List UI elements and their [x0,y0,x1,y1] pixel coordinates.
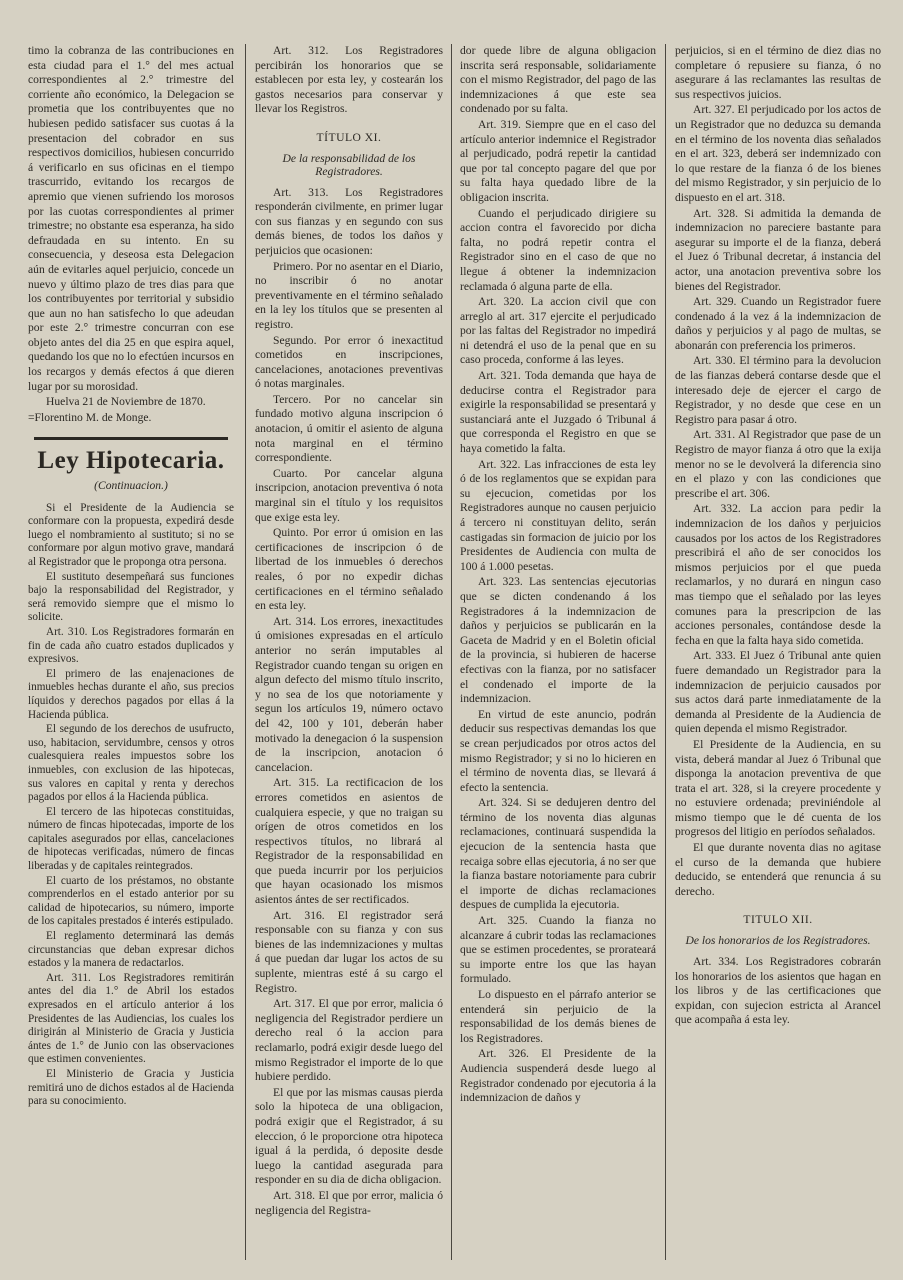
article-paragraph: Art. 334. Los Registradores cobrarán los honorarios de los asientos que hagan en los libros y de las certificaciones que expidan, con sujecion estricta al Arancel que acompaña á esta ley. [675,955,881,1027]
article-paragraph: perjuicios, si en el término de diez dias no completare ó repusiere su fianza, ó no asegurare á las reclamantes las resultas de sus respectivos juicios. [675,44,881,101]
article-paragraph: Art. 319. Siempre que en el caso del artículo anterior indemnice el Registrador al perjudicado, podrá repetir la cantidad que por tal concepto pagare del que por su falta haya quedado libre de la obligacion inscrita. [460,117,656,204]
article-paragraph: Art. 323. Las sentencias ejecutorias que se dicten condenando á los Registradores á la indemnizacion de daños y perjuicios se publicarán en la Gaceta de Madrid y en el Boletin oficial de la provincia, si hubieren de hacerse efectivas con la fianza, por no satisfacer el condenado el importe de la indemnizacion. [460,575,656,706]
article-paragraph: Primero. Por no asentar en el Diario, no inscribir ó no anotar preventivamente en el término señalado en la ley los títulos que se presenten al registro. [255,259,443,331]
titulo-heading: TITULO XII. [743,913,813,927]
article-paragraph: Art. 329. Cuando un Registrador fuere condenado á la vez á la indemnizacion de daños y perjuicios y al pago de multas, se abonarán con preferencia los primeros. [675,295,881,352]
column-2 [255,44,443,1260]
article-paragraph: El Presidente de la Audiencia, en su vista, deberá mandar al Juez ó Tribunal que disponga la anotacion preventiva de que trata el art. 328, si la creyere procedente y no estuviere ordenada; previniéndole al mismo tiempo que le dé cuenta de los progresos del litigio en períodos señalados. [675,737,881,839]
column-rule [665,44,666,1260]
article-paragraph: Art. 313. Los Registradores responderán civilmente, en primer lugar con sus fianzas y en segundo con sus demás bienes, de todos los daños y perjuicios que ocasionen: [255,185,443,257]
article-paragraph: El primero de las enajenaciones de inmuebles hechas durante el año, sus precios líquidos y derechos pagados por ellas á la Hacienda pública. [28,667,234,721]
article-paragraph: Art. 310. Los Registradores formarán en fin de cada año cuatro estados duplicados y expresivos. [28,625,234,666]
article-paragraph: El Ministerio de Gracia y Justicia remitirá uno de dichos estados al de Hacienda para su conocimiento. [28,1067,234,1108]
article-paragraph: El segundo de los derechos de usufructo, uso, habitacion, servidumbre, censos y otros cualesquiera reales impuestos sobre los inmuebles, con exclusion de las hipotecas, sus valores en capital y renta y derechos pagados por ellos á la Hacienda pública. [28,723,234,804]
article-paragraph: Art. 320. La accion civil que con arreglo al art. 317 ejercite el perjudicado por las faltas del Registrador no impedirá ni detendrá el uso de la penal que en su caso proceda, conforme á las leyes. [460,295,656,367]
article-paragraph: Art. 332. La accion para pedir la indemnizacion de los daños y perjuicios causados por los actos de los Registradores prescribirá el año de ser conocidos los mismos perjuicios por el que pueda reclamarlos, y no durará en ningun caso mas tiempo que el señalado por las leyes comunes para la prescripcion de las acciones personales, contándose desde la fecha en que la falta haya sido cometida. [675,502,881,647]
article-paragraph: Lo dispuesto en el párrafo anterior se entenderá sin perjuicio de la responsabilidad de los demás bienes de los Registradores. [460,988,656,1045]
column-4 [675,44,881,1260]
column-1 [28,44,234,1260]
continuation-note: (Continuacion.) [94,479,168,493]
article-paragraph: Art. 327. El perjudicado por los actos de un Registrador que no deduzca su demanda en el término de los noventa dias señalados en el art. 323, deberá ser indemnizado con lo que restare de la fianza ó de los bienes del mismo Registrador, y sin perjuicio de lo dispuesto en el art. 318. [675,103,881,204]
notice-place-date: Huelva 21 de Noviembre de 1870. [46,395,206,409]
article-paragraph: Art. 326. El Presidente de la Audiencia suspenderá desde luego al Registrador condenado por ejecutoria á la indemnizacion de daños y [460,1047,656,1105]
article-paragraph: El tercero de las hipotecas constituidas, número de fincas hipotecadas, importe de los capitales asegurados por ellas, cancelaciones de hipotecas verificadas, número de fincas liberadas y de capitales reintegrados. [28,805,234,873]
notice-paragraph: timo la cobranza de las contribuciones en esta ciudad para el 1.° del mes actual correspondientes al 2.° trimestre del corriente año económico, la Delegacion se prometia que los contribuyentes que no hubiesen pedido satisfacer sus cuotas á la presentacion del cobrador en sus respectivos domicilios, hubiesen concurrido á verificarlo en sus oficinas en el tiempo trascurrido, evitando los recargos de apremio que vienen sufriendo los morosos por las cuotas correspondientes al primer trimestre; no obstante esa esperanza, ha sido defraudada en su intento. En su consecuencia, y deseosa esta Delegacion aún de evitarles aquel perjuicio, concede un nuevo y último plazo de tres dias para que los contribuyentes por territorial y subsidio que aun no han satisfecho lo que adeudan por este 2.° trimestre concurran con ese objeto antes del dia 25 en que espira aquel, quedando los que no lo efectúen incursos en los recargos y demás efectos á que dieren lugar por su morosidad. [28,44,234,393]
article-paragraph: Art. 312. Los Registradores percibirán los honorarios que se establecen por esta ley, y costearán los gastos necesarios para conservar y llevar los Registros. [255,44,443,116]
article-paragraph: Art. 315. La rectificacion de los errores cometidos en asientos de cualquiera especie, y que no traigan su orígen de otros cometidos en los respectivos títulos, no librará al Registrador de la responsabilidad en que pueda incurrir por los perjuicios que hayan ocasionado los mismos asientos ántes de ser rectificados. [255,776,443,907]
article-paragraph: Art. 328. Si admitida la demanda de indemnizacion no pareciere bastante para asegurar su importe el de la fianza, deberá el Juez ó Tribunal decretar, á instancia del actor, una anotacion preventiva sobre los bienes del Registrador. [675,206,881,293]
article-paragraph: Cuando el perjudicado dirigiere su accion contra el favorecido por dicha falta, no podrá repetir contra el Registrador sino en el caso de que no llegue á obtener la indemnizacion reclamada ó alguna parte de ella. [460,206,656,293]
article-paragraph: Si el Presidente de la Audiencia se conformare con la propuesta, expedirá desde luego el nombramiento al sustituto; si no se conformare por algun motivo grave, mandará al Registrador que le proponga otra persona. [28,501,234,568]
article-paragraph: Art. 318. El que por error, malicia ó negligencia del Registra- [255,1188,443,1217]
article-paragraph: Tercero. Por no cancelar sin fundado motivo alguna inscripcion ó anotacion, ú omitir el asiento de alguna nota marginal en el término correspondiente. [255,392,443,465]
article-paragraph: El que durante noventa dias no agitase el curso de la demanda que hubiere deducido, se entenderá que renuncia á su derecho. [675,841,881,898]
article-paragraph: El sustituto desempeñará sus funciones bajo la responsabilidad del Registrador, y será removido siempre que el mismo lo solicite. [28,570,234,624]
article-paragraph: Art. 325. Cuando la fianza no alcanzare á cubrir todas las reclamaciones que se estimen procedentes, se prorateará su importe entre los que las hayan formulado. [460,914,656,986]
article-paragraph: Art. 316. El registrador será responsable con su fianza y con sus bienes de las indemnizaciones y multas á que puedan dar lugar los actos de su suplente, mientras esté á su cargo el Registro. [255,908,443,995]
titulo-subheading: De la responsabilidad de los Registradores. [282,151,416,178]
article-paragraph: Art. 322. Las infracciones de esta ley ó de los reglamentos que se expidan para su ejecucion, cometidas por los Registradores aunque no causen perjuicio á tercero ni constituyan delito, serán castigadas sin formacion de juicio por los Presidentes de Audiencia con multa de 100 á 1.000 pesetas. [460,457,656,573]
article-paragraph: Art. 311. Los Registradores remitirán antes del dia 1.° de Abril los estados expresados en el artículo anterior á los Presidentes de las Audiencias, los cuales los dirigirán al Ministerio de Gracia y Justicia ántes de 1.° de Junio con las observaciones que estimen convenientes. [28,971,234,1066]
article-paragraph: Segundo. Por error ó inexactitud cometidos en inscripciones, cancelaciones, anotaciones preventivas ó notas marginales. [255,333,443,391]
article-paragraph: Art. 317. El que por error, malicia ó negligencia del Registrador perdiere un derecho real ó la accion para reclamarlo, podrá exigir desde luego del mismo Registrador el importe de lo que hubiere perdido. [255,997,443,1084]
article-paragraph: El cuarto de los préstamos, no obstante comprenderlos en el estado anterior por su calidad de hipotecarios, su número, importe de los capitales prestados é interés estipulado. [28,874,234,928]
column-3 [460,44,656,1260]
titulo-heading: TÍTULO XI. [316,130,382,144]
article-paragraph: El que por las mismas causas pierda solo la hipoteca de una obligacion, podrá exigir que el Registrador, á su eleccion, ó le proporcione otra hipoteca igual á la perdida, ó deposite desde luego la cantidad asegurada para responder en su dia de dicha obligacion. [255,1085,443,1187]
article-paragraph: El reglamento determinará las demás circunstancias que deban expresar dichos estados y la manera de redactarlos. [28,930,234,970]
article-paragraph: Art. 333. El Juez ó Tribunal ante quien fuere demandado un Registrador para la indemnizacion de perjuicio causados por sus actos dará parte inmediatamente de la demanda al Presidente de la Audiencia de quien dependa el mismo Registrador. [675,649,881,736]
article-paragraph: Art. 321. Toda demanda que haya de deducirse contra el Registrador para exigirle la responsabilidad se presentará y sustanciará ante el Juzgado ó Tribunal á que corresponda el Registro en que se haya cometido la falta. [460,369,656,456]
section-title: Ley Hipotecaria. [37,447,225,475]
notice-signature: =Florentino M. de Monge. [28,410,152,424]
column-rule [451,44,452,1260]
article-paragraph: Art. 324. Si se dedujeren dentro del término de los noventa dias algunas reclamaciones, continuará suspendida la ejecucion de la sentencia hasta que recaiga sobre ellas ejecutoria, á no ser que la fianza bastare notoriamente para cubrir el importe de dichas reclamaciones despues de cumplida la ejecutoria. [460,796,656,912]
article-paragraph: Art. 330. El término para la devolucion de las fianzas deberá contarse desde que el interesado deje de ejercer el cargo de Registrador, y no desde que cese en un Registro para pasar á otro. [675,354,881,426]
column-rule [245,44,246,1260]
article-paragraph: Quinto. Por error ú omision en las certificaciones de inscripcion ó de libertad de los inmuebles ó derechos reales, ó por no expedir dichas certificaciones en el término señalado en esta ley. [255,526,443,613]
article-paragraph: Cuarto. Por cancelar alguna inscripcion, anotacion preventiva ó nota marginal sin el título y los requisitos que exige esta ley. [255,466,443,524]
law-text-col1 [28,502,234,1109]
article-paragraph: Art. 314. Los errores, inexactitudes ú omisiones expresadas en el artículo anterior no serán imputables al Registrador cuando tengan su origen en algun defecto del mismo título inscrito, y no sea de los que notoriamente y segun los artículos 19, número octavo del 42, 100 y 101, deberán haber motivado la denegacion ó la suspension de la inscripcion, anotacion ó cancelacion. [255,614,443,774]
article-paragraph: En virtud de este anuncio, podrán deducir sus respectivas demandas los que se crean perjudicados por otros actos del mismo Registrador; y si no lo hicieren en el término de noventa dias, se llevará á efecto la sentencia. [460,707,656,794]
article-paragraph: Art. 331. Al Registrador que pase de un Registro de mayor fianza á otro que la exija menor no se le devolverá la diferencia sino en el plazo y con las condiciones que prescribe el art. 306. [675,428,881,500]
article-paragraph: dor quede libre de alguna obligacion inscrita será responsable, solidariamente con el mismo Registrador, del pago de las indemnizaciones á que este sea condenado por su falta. [460,44,656,116]
titulo-subheading: De los honorarios de los Registradores. [685,934,871,948]
section-divider [34,437,228,440]
